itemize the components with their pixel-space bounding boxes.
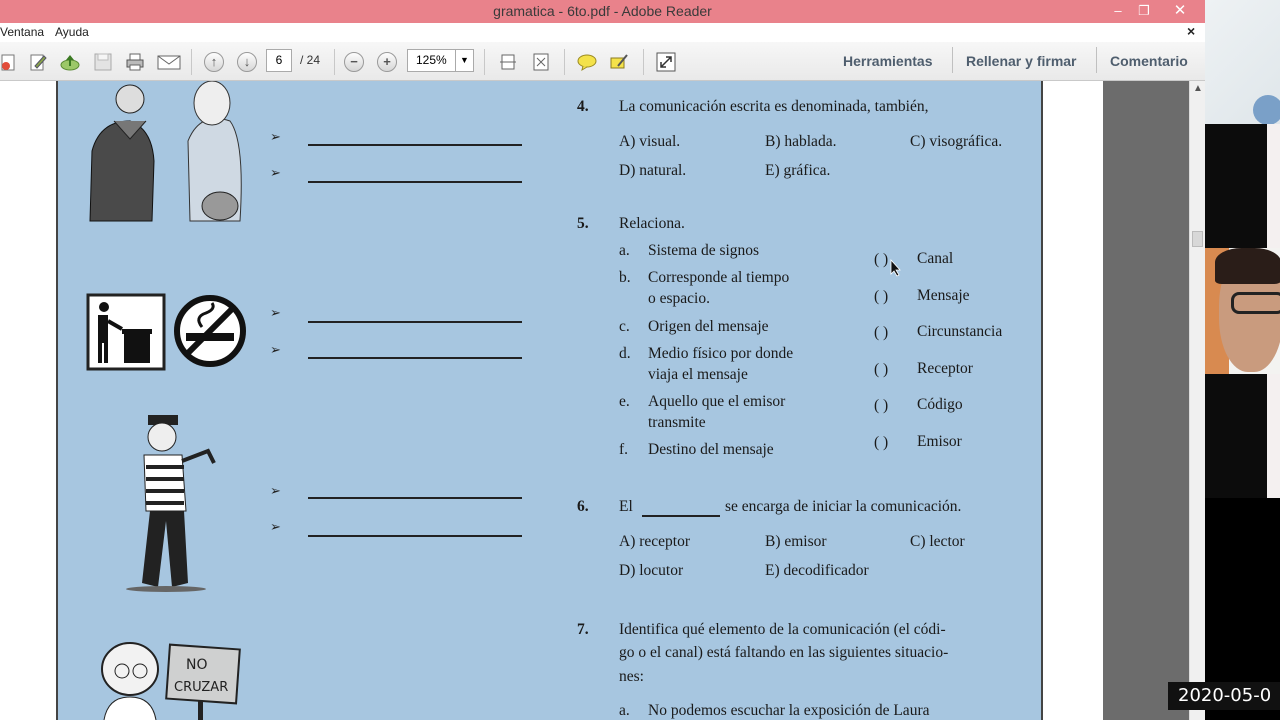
mime-illustration xyxy=(122,411,222,593)
close-document-button[interactable]: × xyxy=(1187,23,1196,39)
next-page-icon[interactable]: ↓ xyxy=(237,52,257,72)
q5-left-item: Sistema de signos xyxy=(648,242,760,259)
document-margin xyxy=(1103,81,1189,720)
pdf-page xyxy=(56,81,1043,720)
q6-option-b: B) emisor xyxy=(765,533,827,550)
q6-option-e: E) decodificador xyxy=(765,562,869,579)
upload-cloud-icon[interactable] xyxy=(60,52,80,72)
vertical-scrollbar[interactable] xyxy=(1189,81,1205,720)
webcam-panel xyxy=(1205,0,1280,720)
q5-left-item-cont: o espacio. xyxy=(648,290,710,307)
q4-option-e: E) gráfica. xyxy=(765,162,831,179)
q5-left-letter: d. xyxy=(619,345,631,362)
sign-text-no: NO xyxy=(186,657,208,673)
menu-ayuda[interactable]: Ayuda xyxy=(55,25,89,39)
q5-left-letter: c. xyxy=(619,318,630,335)
question-4-number: 4. xyxy=(577,98,589,115)
no-smoking-icon xyxy=(172,293,248,369)
q5-left-item: Origen del mensaje xyxy=(648,318,769,335)
fit-width-icon[interactable] xyxy=(531,52,551,72)
q5-left-item: Destino del mensaje xyxy=(648,441,774,458)
question-6-text-start: El xyxy=(619,498,633,515)
sticky-note-icon[interactable] xyxy=(577,52,597,72)
save-icon[interactable] xyxy=(93,52,113,72)
bullet-arrow: ➢ xyxy=(270,305,281,320)
q5-left-letter: b. xyxy=(619,269,631,286)
question-6-text-end: se encarga de iniciar la comunicación. xyxy=(725,498,962,515)
bullet-arrow: ➢ xyxy=(270,483,281,498)
video-tile xyxy=(1205,0,1280,124)
q6-option-c: C) lector xyxy=(910,533,965,550)
question-6-number: 6. xyxy=(577,498,589,515)
fill-in-blank xyxy=(642,515,720,517)
q5-left-item-cont: viaja el mensaje xyxy=(648,366,748,383)
tools-link[interactable]: Herramientas xyxy=(843,53,933,69)
q5-left-letter: f. xyxy=(619,441,629,458)
q5-paren: ( ) xyxy=(874,361,889,378)
page-number-input[interactable]: 6 xyxy=(266,49,292,72)
q4-option-a: A) visual. xyxy=(619,133,681,150)
q6-option-a: A) receptor xyxy=(619,533,690,550)
q5-left-item: Medio físico por donde xyxy=(648,345,794,362)
question-7-line-3: nes: xyxy=(619,668,644,685)
answer-line xyxy=(308,497,522,499)
zoom-in-icon[interactable]: + xyxy=(377,52,397,72)
email-icon[interactable] xyxy=(157,52,181,72)
q5-paren: ( ) xyxy=(874,397,889,414)
print-icon[interactable] xyxy=(125,52,145,72)
comment-link[interactable]: Comentario xyxy=(1110,53,1188,69)
page-total: / 24 xyxy=(300,53,321,67)
bullet-arrow: ➢ xyxy=(270,165,281,180)
q5-paren: ( ) xyxy=(874,434,889,451)
zoom-select[interactable] xyxy=(407,49,474,72)
q5-right-item: Canal xyxy=(917,250,954,267)
q7-item-letter: a. xyxy=(619,702,630,719)
question-7-number: 7. xyxy=(577,621,589,638)
answer-line xyxy=(308,144,522,146)
q5-paren: ( ) xyxy=(874,324,889,341)
q5-left-item: Aquello que el emisor xyxy=(648,393,786,410)
video-tile xyxy=(1205,374,1280,498)
fill-sign-link[interactable]: Rellenar y firmar xyxy=(966,53,1077,69)
answer-line xyxy=(308,535,522,537)
video-tile xyxy=(1205,124,1280,248)
minimize-button[interactable]: – xyxy=(1114,3,1122,18)
video-tile xyxy=(1205,248,1280,374)
question-5-text: Relaciona. xyxy=(619,215,685,232)
question-7-line-1: Identifica qué elemento de la comunicación (el códi- xyxy=(619,621,946,638)
q7-item-a: No podemos escuchar la exposición de Laura xyxy=(648,702,930,719)
timestamp-overlay: 2020-05-0 xyxy=(1168,682,1280,710)
trash-sign-icon xyxy=(86,293,166,371)
window-title: gramatica - 6to.pdf - Adobe Reader xyxy=(493,3,712,19)
q4-option-c: C) visográfica. xyxy=(910,133,1003,150)
edit-icon[interactable] xyxy=(28,52,48,72)
question-4-text: La comunicación escrita es denominada, también, xyxy=(619,98,929,115)
couple-illustration xyxy=(80,81,250,229)
full-screen-icon[interactable] xyxy=(656,52,676,72)
previous-page-icon[interactable]: ↑ xyxy=(204,52,224,72)
answer-line xyxy=(308,181,522,183)
bullet-arrow: ➢ xyxy=(270,129,281,144)
maximize-button[interactable]: ❐ xyxy=(1138,3,1150,18)
menu-ventana[interactable]: Ventana xyxy=(0,25,45,39)
question-7-line-2: go o el canal) está faltando en las siguientes situacio- xyxy=(619,644,949,661)
q5-right-item: Código xyxy=(917,396,963,413)
sign-text-cruzar: CRUZAR xyxy=(174,680,229,695)
answer-line xyxy=(308,357,522,359)
q5-left-item: Corresponde al tiempo xyxy=(648,269,790,286)
q4-option-b: B) hablada. xyxy=(765,133,837,150)
q5-right-item: Emisor xyxy=(917,433,962,450)
q4-option-d: D) natural. xyxy=(619,162,687,179)
q5-right-item: Receptor xyxy=(917,360,973,377)
child-no-crossing-illustration xyxy=(98,639,248,720)
fit-page-icon[interactable] xyxy=(498,52,518,72)
zoom-value: 125% xyxy=(416,53,447,67)
bullet-arrow: ➢ xyxy=(270,519,281,534)
q5-left-letter: a. xyxy=(619,242,630,259)
create-pdf-icon[interactable] xyxy=(0,52,20,72)
mouse-cursor-icon xyxy=(890,259,902,277)
chevron-down-icon[interactable]: ▼ xyxy=(455,50,473,71)
q5-paren: ( ) xyxy=(874,251,889,268)
window-title-bar xyxy=(0,0,1205,23)
q6-option-d: D) locutor xyxy=(619,562,684,579)
highlight-icon[interactable] xyxy=(609,52,629,72)
bullet-arrow: ➢ xyxy=(270,342,281,357)
menu-bar xyxy=(0,23,1205,42)
zoom-out-icon[interactable]: − xyxy=(344,52,364,72)
scrollbar-thumb[interactable] xyxy=(1192,231,1203,247)
close-button[interactable]: ✕ xyxy=(1173,2,1187,19)
q5-left-letter: e. xyxy=(619,393,630,410)
scroll-up-icon[interactable]: ▲ xyxy=(1193,83,1203,94)
q5-paren: ( ) xyxy=(874,288,889,305)
answer-line xyxy=(308,321,522,323)
q5-right-item: Mensaje xyxy=(917,287,970,304)
q5-left-item-cont: transmite xyxy=(648,414,706,431)
q5-right-item: Circunstancia xyxy=(917,323,1003,340)
question-5-number: 5. xyxy=(577,215,589,232)
